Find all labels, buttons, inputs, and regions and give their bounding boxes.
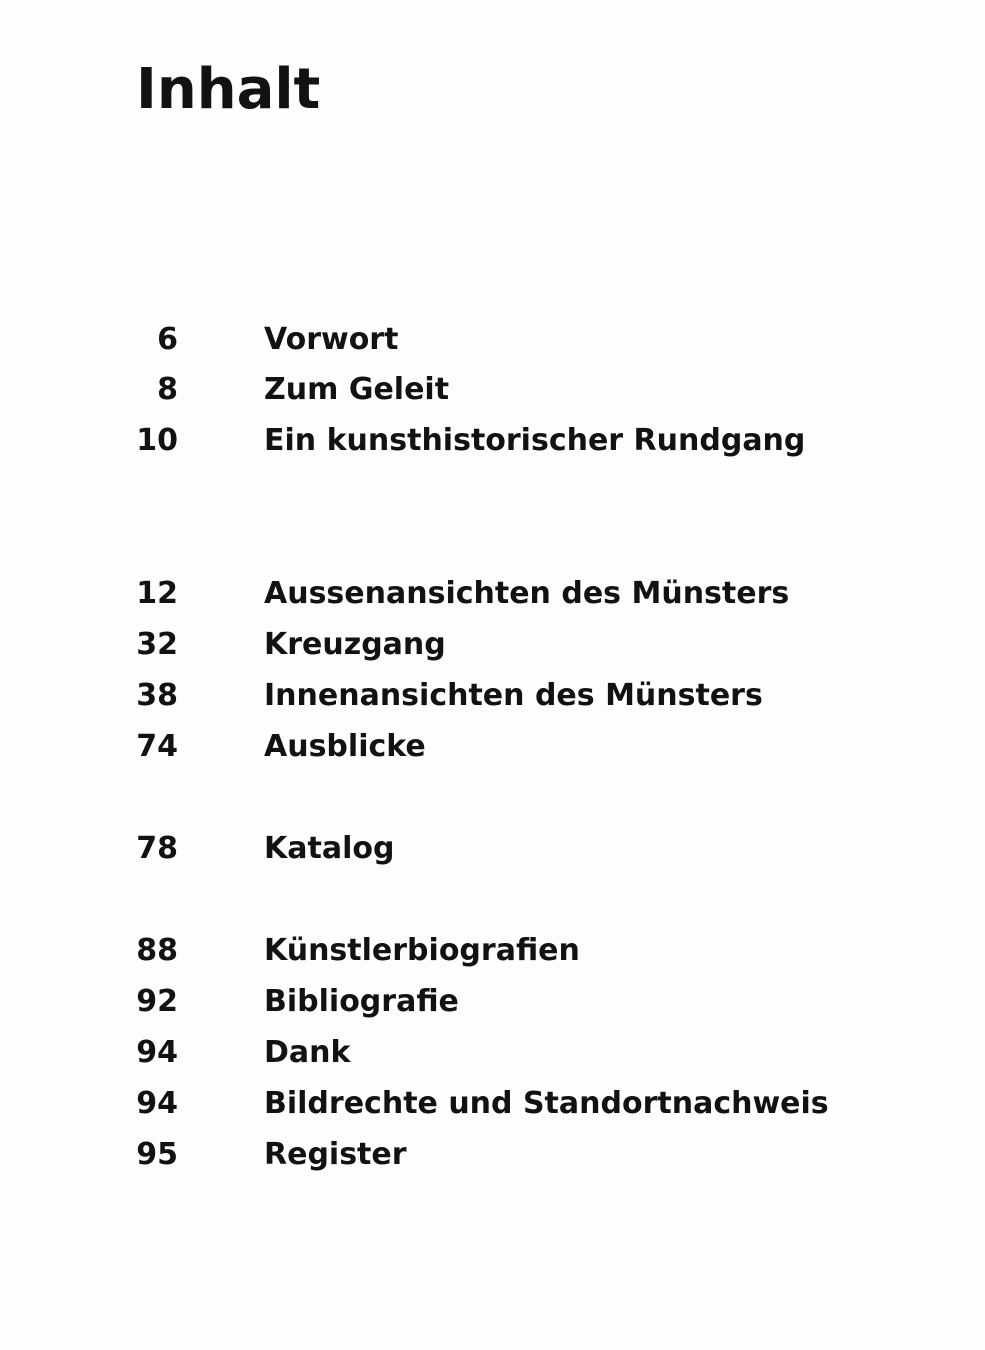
toc-entry-title: Künstlerbiografien [264, 933, 580, 968]
toc-entry-title: Ein kunsthistorischer Rundgang [264, 423, 806, 458]
toc-page-number: 94 [136, 1086, 178, 1121]
toc-page-number: 78 [136, 831, 178, 866]
toc-entry-title: Register [264, 1137, 407, 1172]
toc-page-number: 94 [136, 1035, 178, 1070]
toc-page-number: 38 [136, 678, 178, 713]
toc-entry-title: Katalog [264, 831, 395, 866]
toc-page-number: 8 [157, 372, 178, 407]
toc-entry-title: Innenansichten des Münsters [264, 678, 763, 713]
toc-entry-title: Vorwort [264, 322, 399, 357]
toc-entry-title: Kreuzgang [264, 627, 446, 662]
toc-entry [0, 931, 900, 971]
toc-page-number: 32 [136, 627, 178, 662]
toc-entry-title: Bibliografie [264, 984, 459, 1019]
toc-entry-title: Zum Geleit [264, 372, 450, 407]
toc-entry [0, 727, 900, 767]
toc-entry [0, 982, 900, 1022]
toc-entry [0, 370, 900, 410]
toc-entry [0, 625, 900, 665]
toc-entry [0, 1084, 900, 1124]
toc-page-number: 6 [157, 322, 178, 357]
toc-entry-title: Dank [264, 1035, 351, 1070]
toc-page-number: 74 [136, 729, 178, 764]
toc-entry-title: Bildrechte und Standortnachweis [264, 1086, 829, 1121]
toc-entry [0, 320, 900, 360]
toc-entry [0, 1135, 900, 1175]
toc-entry [0, 1033, 900, 1073]
toc-entry [0, 574, 900, 614]
toc-entry [0, 421, 900, 461]
toc-page-number: 12 [136, 576, 178, 611]
page-title: Inhalt [136, 57, 321, 122]
toc-entry-title: Aussenansichten des Münsters [264, 576, 790, 611]
toc-entry [0, 829, 900, 869]
toc-page-number: 95 [136, 1137, 178, 1172]
toc-page-number: 92 [136, 984, 178, 1019]
toc-entry-title: Ausblicke [264, 729, 426, 764]
toc-entry [0, 676, 900, 716]
toc-page-number: 10 [136, 423, 178, 458]
toc-page-number: 88 [136, 933, 178, 968]
